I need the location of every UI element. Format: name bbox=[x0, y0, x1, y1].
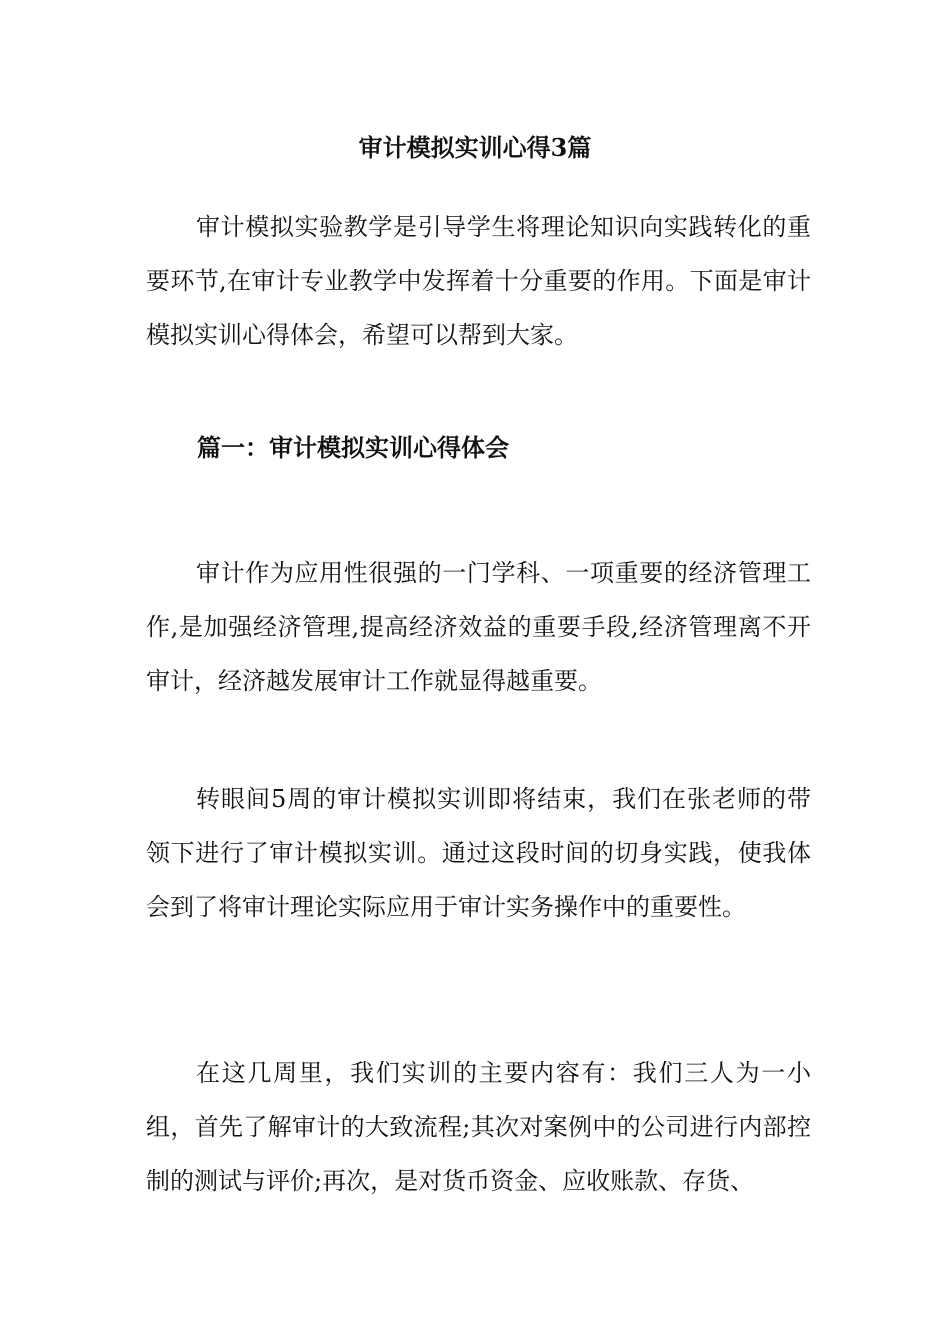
body-paragraph-2: 转眼间5周的审计模拟实训即将结束，我们在张老师的带领下进行了审计模拟实训。通过这段时间的切身实践，使我体会到了将审计理论实际应用于审计实务操作中的重要性。 bbox=[146, 785, 811, 921]
section-heading: 篇一：审计模拟实训心得体会 bbox=[197, 433, 509, 462]
body-paragraph-3: 在这几周里，我们实训的主要内容有：我们三人为一小组，首先了解审计的大致流程;其次对案例中的公司进行内部控制的测试与评价;再次，是对货币资金、应收账款、存货、 bbox=[146, 1059, 811, 1195]
body-paragraph-1: 审计作为应用性很强的一门学科、一项重要的经济管理工作,是加强经济管理,提高经济效益的重要手段,经济管理离不开审计，经济越发展审计工作就显得越重要。 bbox=[146, 559, 811, 695]
intro-paragraph: 审计模拟实验教学是引导学生将理论知识向实践转化的重要环节,在审计专业教学中发挥着十分重要的作用。下面是审计模拟实训心得体会，希望可以帮到大家。 bbox=[146, 213, 811, 349]
document-title: 审计模拟实训心得3篇 bbox=[358, 133, 592, 162]
